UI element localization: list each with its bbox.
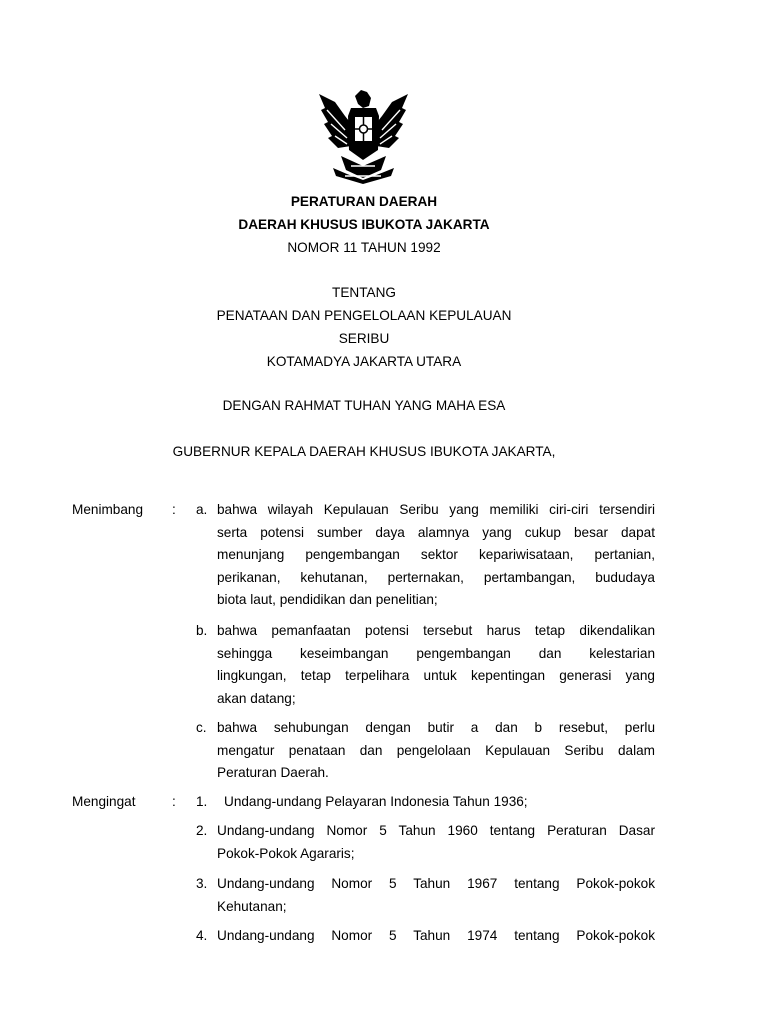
item-line: biota laut, pendidikan dan penelitian; xyxy=(217,592,438,607)
list-item xyxy=(217,820,655,865)
list-marker: 4. xyxy=(196,928,208,943)
list-marker: a. xyxy=(196,502,208,517)
list-marker: b. xyxy=(196,623,208,638)
item-line: Undang-undang Nomor 5 Tahun 1967 tentang Pokok-pokok xyxy=(217,876,655,891)
item-line: Undang-undang Pelayaran Indonesia Tahun 1936; xyxy=(224,794,528,809)
item-line: perikanan, kehutanan, perternakan, pertambangan, bududaya xyxy=(217,569,655,585)
item-line: Undang-undang Nomor 5 Tahun 1974 tentang Pokok-pokok xyxy=(217,928,655,943)
item-line: serta potensi sumber daya alamnya yang cukup besar dapat xyxy=(217,524,655,540)
mengingat-label: Mengingat xyxy=(72,794,136,809)
mengingat-colon: : xyxy=(172,794,176,809)
about-heading: TENTANG xyxy=(332,285,396,300)
regulation-title-line-2: SERIBU xyxy=(338,331,390,346)
list-item xyxy=(224,791,662,814)
regulation-title-line-3: KOTAMADYA JAKARTA UTARA xyxy=(266,354,462,369)
item-line: Peraturan Daerah. xyxy=(217,765,329,780)
menimbang-colon: : xyxy=(172,502,176,517)
item-line: sehingga keseimbangan pengembangan dan kelestarian xyxy=(217,645,655,661)
list-item xyxy=(217,873,655,918)
regulation-title-line-1: PENATAAN DAN PENGELOLAAN KEPULAUAN xyxy=(216,308,512,323)
item-line: bahwa pemanfaatan potensi tersebut harus tetap dikendalikan xyxy=(217,623,655,638)
item-line: Kehutanan; xyxy=(217,898,287,914)
menimbang-label: Menimbang xyxy=(72,502,144,517)
region-name: DAERAH KHUSUS IBUKOTA JAKARTA xyxy=(238,217,490,232)
list-marker: 1. xyxy=(196,794,208,809)
item-line: lingkungan, tetap terpelihara untuk kepentingan generasi yang xyxy=(217,668,655,683)
list-marker: 3. xyxy=(196,876,208,891)
list-marker: c. xyxy=(196,720,207,735)
item-line: Undang-undang Nomor 5 Tahun 1960 tentang Peraturan Dasar xyxy=(217,823,655,838)
garuda-emblem xyxy=(311,86,416,184)
list-item xyxy=(217,499,655,612)
item-line: menunjang pengembangan sektor kepariwisataan, pertanian, xyxy=(217,547,655,562)
list-item xyxy=(217,717,655,785)
item-line: mengatur penataan dan pengelolaan Kepulauan Seribu dalam xyxy=(217,742,655,758)
governor-line: GUBERNUR KEPALA DAERAH KHUSUS IBUKOTA JAKARTA, xyxy=(172,444,556,459)
item-line: bahwa sehubungan dengan butir a dan b resebut, perlu xyxy=(217,720,655,735)
regulation-type: PERATURAN DAERAH xyxy=(290,194,438,209)
list-item xyxy=(217,620,655,710)
item-line: Pokok-Pokok Agararis; xyxy=(217,845,355,861)
item-line: bahwa wilayah Kepulauan Seribu yang memiliki ciri-ciri tersendiri xyxy=(217,502,655,517)
item-line: akan datang; xyxy=(217,690,296,706)
list-marker: 2. xyxy=(196,823,208,838)
regulation-number: NOMOR 11 TAHUN 1992 xyxy=(287,240,441,255)
list-item xyxy=(217,925,655,948)
invocation: DENGAN RAHMAT TUHAN YANG MAHA ESA xyxy=(222,398,506,413)
